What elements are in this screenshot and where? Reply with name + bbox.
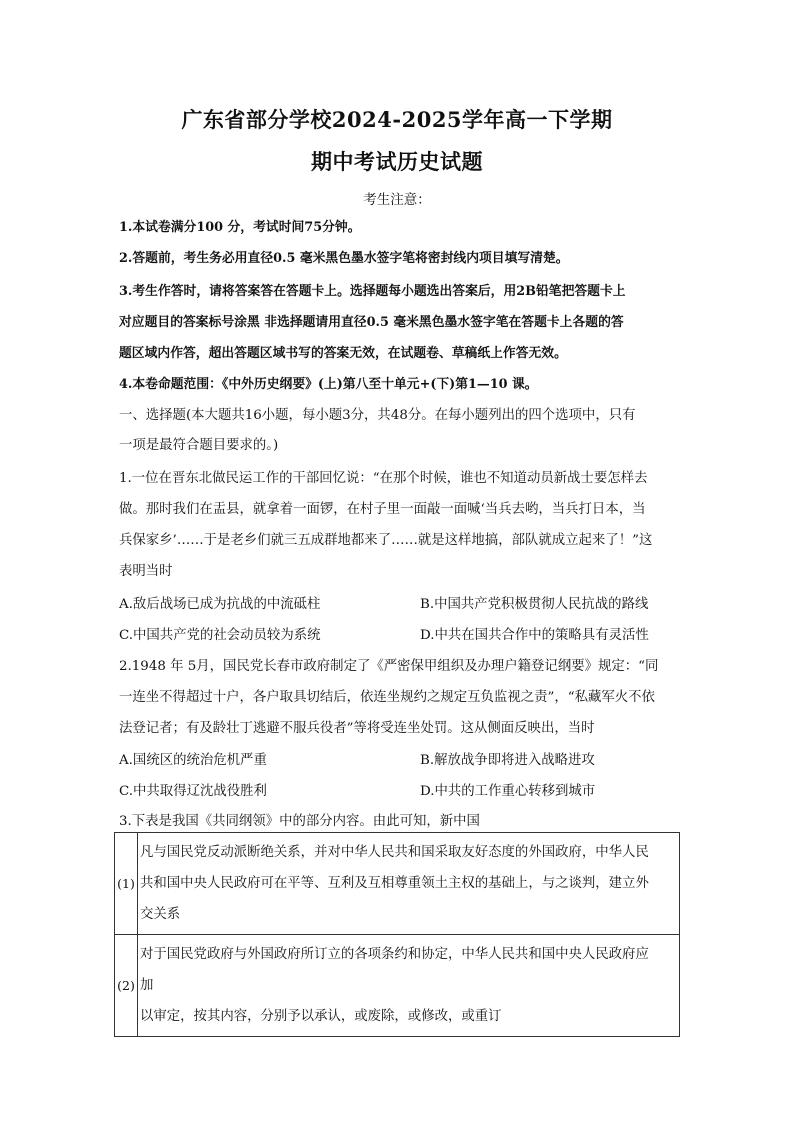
section-heading-line-2: 一项是最符合题目要求的。) [119,438,279,453]
table-row-line: 凡与国民党反动派断绝关系，并对中华人民共和国采取友好态度的外国政府，中华人民 [140,845,649,860]
table-row-number: (2) [115,935,138,1037]
q1-option-b: B.中国共产党积极贯彻人民抗战的路线 [420,597,649,612]
q2-option-d: D.中共的工作重心转移到城市 [420,784,596,799]
table-row-content [138,833,680,935]
q2-option-c: C.中共取得辽沈战役胜利 [119,784,267,799]
q3-table [114,832,680,1037]
q1-stem-line-1: 1.一位在晋东北做民运工作的干部回忆说：“在那个时候，谁也不知道动员新战士要怎样去 [119,471,648,486]
exam-title: 广东省部分学校2024-2025学年高一下学期 [181,107,613,132]
notice-heading: 考生注意： [363,192,431,208]
exam-subtitle: 期中考试历史试题 [311,149,483,174]
notice-1: 1.本试卷满分100 分，考试时间75分钟。 [119,220,361,235]
table-row-line: 对于国民党政府与外国政府所订立的各项条约和协定，中华人民共和国中央人民政府应 [140,947,649,962]
table-row-line: 共和国中央人民政府可在平等、互利及互相尊重领土主权的基础上，与之谈判，建立外 [140,876,649,891]
table-row-line: 加 [140,978,154,993]
q1-stem-line-3: 兵保家乡’……于是老乡们就三五成群地都来了……就是这样地搞，部队就成立起来了！”这 [119,533,653,548]
table-row [115,935,680,1037]
table-row-line: 以审定，按其内容，分别予以承认，或废除，或修改，或重订 [140,1009,502,1024]
q2-stem-line-1: 2.1948 年 5月，国民党长春市政府制定了《严密保甲组织及办理户籍登记纲要》规定：“同 [119,659,659,674]
q1-option-c: C.中国共产党的社会动员较为系统 [119,628,321,643]
notice-4: 4.本卷命题范围：《中外历史纲要》(上)第八至十单元+(下)第1—10 课。 [119,377,538,392]
q1-option-a: A.敌后战场已成为抗战的中流砥柱 [119,597,321,612]
notice-3-line-1: 3.考生作答时，请将答案答在答题卡上。选择题每小题选出答案后，用2B铅笔把答题卡上 [119,284,626,299]
table-row-content [138,935,680,1037]
notice-2: 2.答题前，考生务必用直径0.5 毫米黑色墨水签字笔将密封线内项目填写清楚。 [119,251,569,266]
q1-stem-line-4: 表明当时 [119,564,173,579]
section-heading-line-1: 一、选择题(本大题共16小题，每小题3分，共48分。在每小题列出的四个选项中，只有 [119,408,636,423]
table-row-line: 交关系 [140,907,181,922]
q1-stem-line-2: 做。那时我们在盂县，就拿着一面锣，在村子里一面敲一面喊‘当兵去哟，当兵打日本，当 [119,502,646,517]
q2-stem-line-2: 一连坐不得超过十户，各户取具切结后，依连坐规约之规定互负监视之责”，“私藏军火不依 [119,690,655,705]
table-row [115,833,680,935]
table-row-number: (1) [115,833,138,935]
q2-option-b: B.解放战争即将进入战略进攻 [420,753,595,768]
q3-stem: 3.下表是我国《共同纲领》中的部分内容。由此可知，新中国 [119,814,480,829]
q1-option-d: D.中共在国共合作中的策略具有灵活性 [420,628,649,643]
notice-3-line-3: 题区域内作答，超出答题区域书写的答案无效，在试题卷、草稿纸上作答无效。 [119,346,567,361]
notice-3-line-2: 对应题目的答案标号涂黑 非选择题请用直径0.5 毫米黑色墨水签字笔在答题卡上各题的答 [119,315,624,330]
q2-option-a: A.国统区的统治危机严重 [119,753,267,768]
q2-stem-line-3: 法登记者；有及龄壮丁逃避不服兵役者”等将受连坐处罚。这从侧面反映出，当时 [119,721,595,736]
